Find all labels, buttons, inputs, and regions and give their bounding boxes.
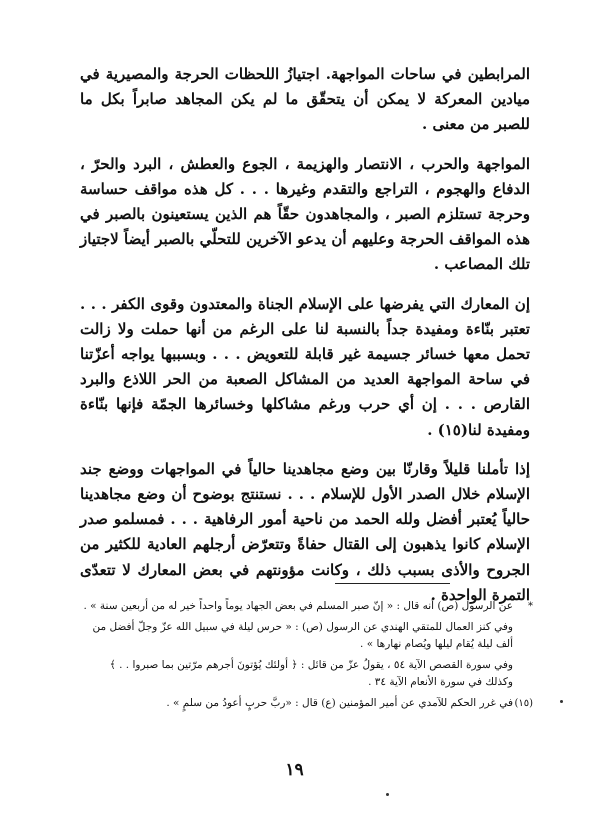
paragraph-3: إن المعارك التي يفرضها على الإسلام الجناة والمعتدون وقوى الكفر . . . تعتبر بنّاءة ومفيدة جداً بالنسبة لنا على الرغم من أنها حملت ولا زالت تحمل معها خسائر جسيمة غير قابلة للتعويض . . . وبسببها يواجه أعزّتنا في ساحة المواجهة العديد من المشاكل الصعبة من الحر اللاذع والبرد القارص . . . إن أي حرب ورغم مشاكلها وخسائرها الجمّة فإنها بنّاءة ومفيدة لنا(١٥) . bbox=[80, 294, 530, 439]
scan-speck bbox=[386, 793, 389, 796]
footnote-marker: * bbox=[528, 601, 533, 612]
footnote-separator bbox=[335, 583, 450, 584]
footnote-item bbox=[80, 657, 533, 691]
footnote-item bbox=[80, 695, 533, 712]
main-text bbox=[80, 62, 530, 622]
footnote-marker: (١٥) bbox=[514, 698, 533, 709]
footnotes bbox=[80, 598, 533, 716]
footnote-text: وفي سورة القصص الآية ٥٤ ، يقولُ عزّ من قائل : ﴿ أولئك يُؤتونَ أجرهم مرّتين بما صبروا . . ﴾ وكذلك في سورة الأنعام الآية ٣٤ . bbox=[109, 659, 513, 688]
footnote-text: وفي كنز العمال للمتقي الهندي عن الرسول (ص) : « حرس ليلة في سبيل الله عزّ وجلّ أفضل من ألف ليلة يُقام ليلها ويُصام نهارها » . bbox=[92, 621, 513, 650]
footnote-text: في غرر الحكم للآمدي عن أمير المؤمنين (ع) قال : «ربَّ حربٍ أعودُ من سلمٍ » . bbox=[166, 697, 513, 709]
paragraph-4: إذا تأملنا قليلاً وقارنّا بين وضع مجاهدينا حالياً في المواجهات ووضع جند الإسلام خلال الصدر الأول للإسلام . . . نستنتج بوضوح أن وضع مجاهدينا حالياً يُعتبر أفضل ولله الحمد من ناحية أمور الرفاهية . . . فمسلمو صدر الإسلام كانوا يذهبون إلى القتال حفاةً وتتعرّض أرجلهم العادية للكثير من الجروح والأذى بسبب ذلك ، وكانت مؤونتهم في بعض المعارك لا تتعدّى التمرة الواحدة . bbox=[80, 459, 530, 604]
footnote-item bbox=[80, 619, 533, 653]
page-number: ١٩ bbox=[285, 760, 304, 780]
paragraph-2: المواجهة والحرب ، الانتصار والهزيمة ، الجوع والعطش ، البرد والحرّ ، الدفاع والهجوم ، التراجع والتقدم وغيرها . . . كل هذه مواقف حساسة وحرجة تستلزم الصبر ، والمجاهدون حقّاً هم الذين يستعينون بالصبر في هذه المواقف الحرجة وعليهم أن يدعو الآخرين للتحلّي بالصبر أيضاً لاجتياز تلك المصاعب . bbox=[80, 154, 530, 274]
footnote-item bbox=[80, 598, 533, 615]
paragraph-1: المرابطين في ساحات المواجهة. اجتيازُ اللحظات الحرجة والمصيرية في ميادين المعركة لا يمكن أن يتحقّق ما لم يكن المجاهد صابراً بكل ما للصبر من معنى . bbox=[80, 65, 530, 134]
footnote-text: عن الرسول (ص) أنه قال : « إنّ صبر المسلم في بعض الجهاد يوماً واحداً خير له من أربعين سنة » . bbox=[83, 600, 513, 612]
scan-speck bbox=[560, 700, 563, 703]
